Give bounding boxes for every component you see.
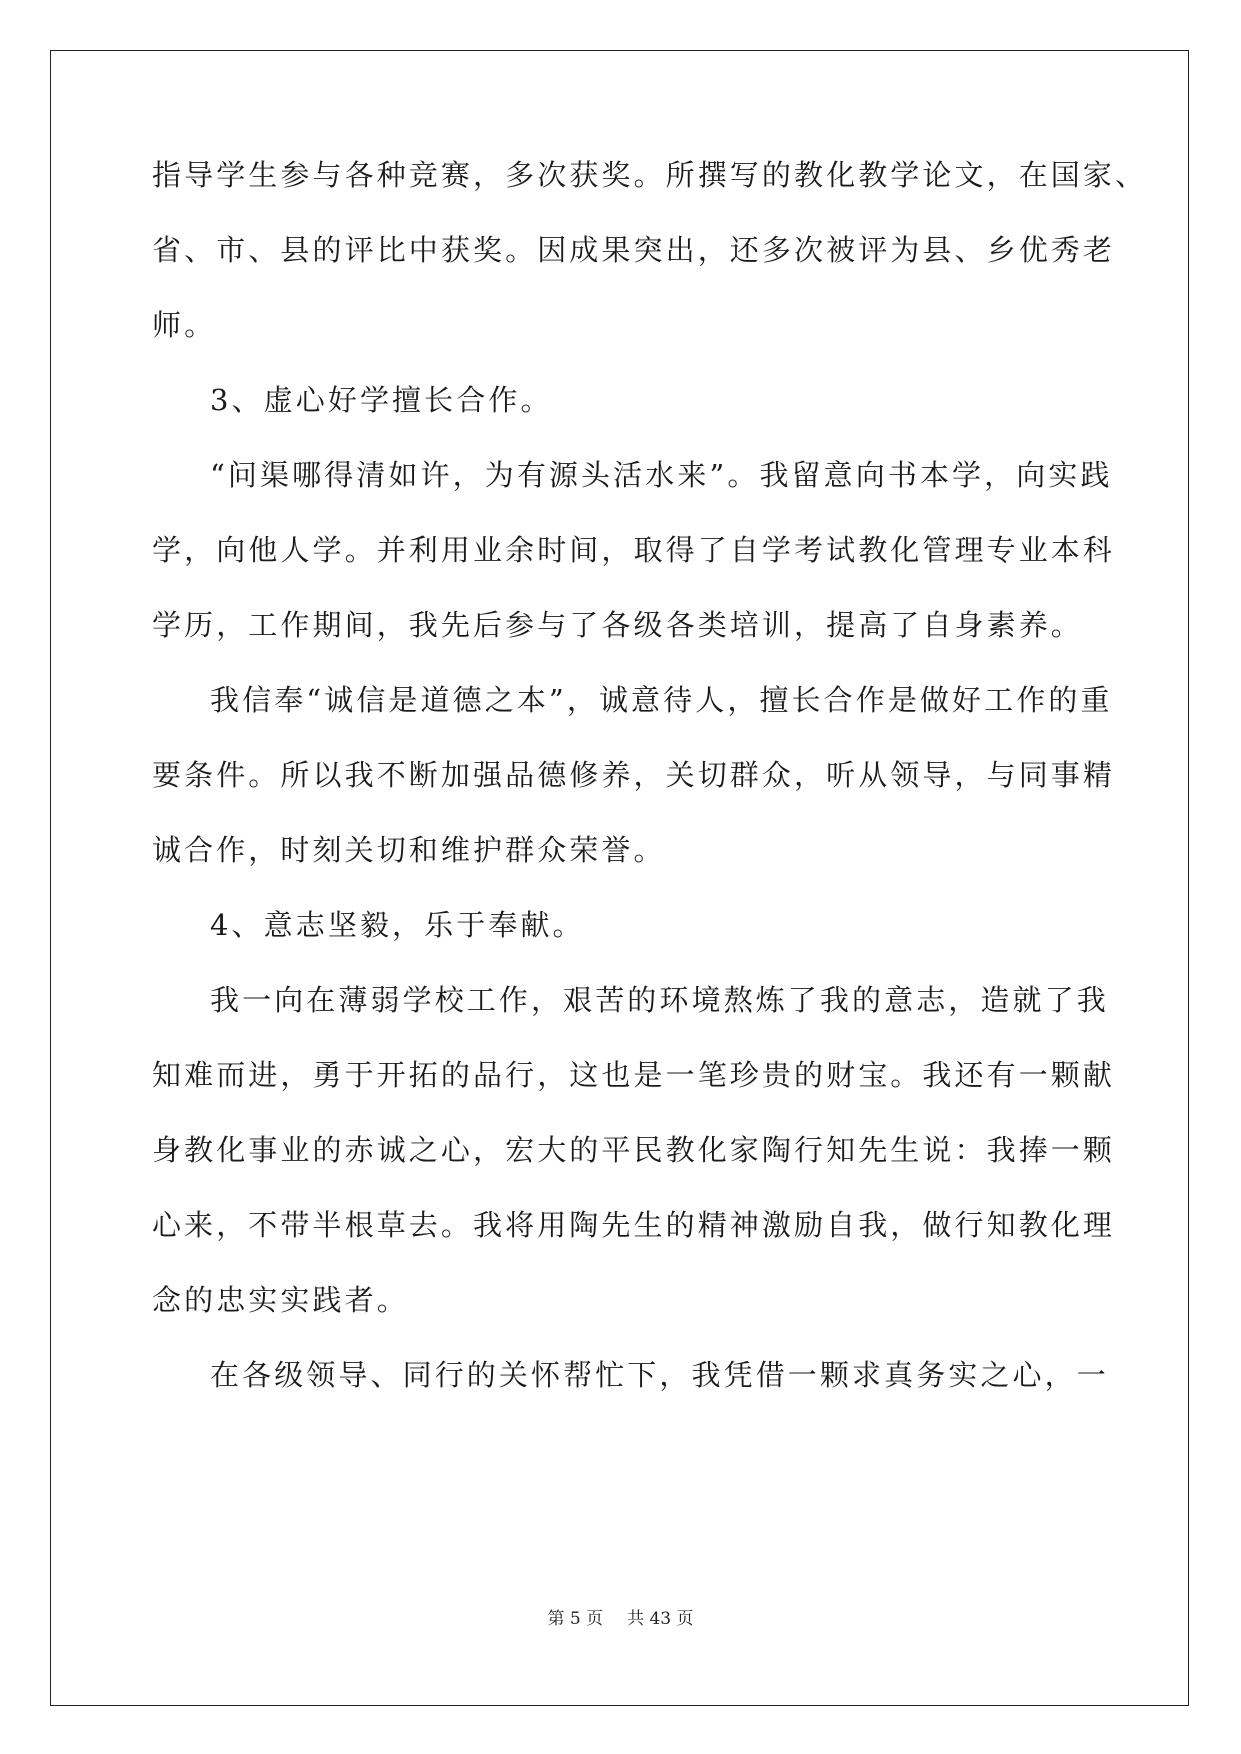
text-line: 在各级领导、同行的关怀帮忙下，我凭借一颗求真务实之心，一 <box>210 1358 1109 1392</box>
text-line: “问渠哪得清如许，为有源头活水来”。我留意向书本学，向实践 <box>210 458 1113 492</box>
text-line: 身教化事业的赤诚之心，宏大的平民教化家陶行知先生说：我捧一颗 <box>152 1133 1116 1167</box>
text-line: 省、市、县的评比中获奖。因成果突出，还多次被评为县、乡优秀老 <box>152 233 1116 267</box>
page-border <box>50 50 1189 1706</box>
text-line: 心来，不带半根草去。我将用陶先生的精神激励自我，做行知教化理 <box>152 1208 1116 1242</box>
text-line: 学历，工作期间，我先后参与了各级各类培训，提高了自身素养。 <box>152 608 1083 642</box>
text-line: 要条件。所以我不断加强品德修养，关切群众，听从领导，与同事精 <box>152 758 1116 792</box>
text-line: 诚合作，时刻关切和维护群众荣誉。 <box>152 833 666 867</box>
text-line: 我一向在薄弱学校工作，艰苦的环境熬炼了我的意志，造就了我 <box>210 983 1109 1017</box>
text-line: 知难而进，勇于开拓的品行，这也是一笔珍贵的财宝。我还有一颗献 <box>152 1058 1116 1092</box>
page-number: 第 5 页 <box>547 1609 604 1629</box>
text-line: 师。 <box>152 308 217 342</box>
text-line: 我信奉“诚信是道德之本”，诚意待人，擅长合作是做好工作的重 <box>210 683 1113 717</box>
page-total: 共 43 页 <box>627 1609 694 1629</box>
text-line: 指导学生参与各种竞赛，多次获奖。所撰写的教化教学论文，在国家、 <box>152 158 1148 192</box>
page-footer <box>0 1604 1241 1629</box>
text-line: 念的忠实实践者。 <box>152 1283 409 1317</box>
text-line: 学，向他人学。并利用业余时间，取得了自学考试教化管理专业本科 <box>152 533 1116 567</box>
section-heading-3: 3、虚心好学擅长合作。 <box>210 383 553 417</box>
section-heading-4: 4、意志坚毅，乐于奉献。 <box>210 908 585 942</box>
